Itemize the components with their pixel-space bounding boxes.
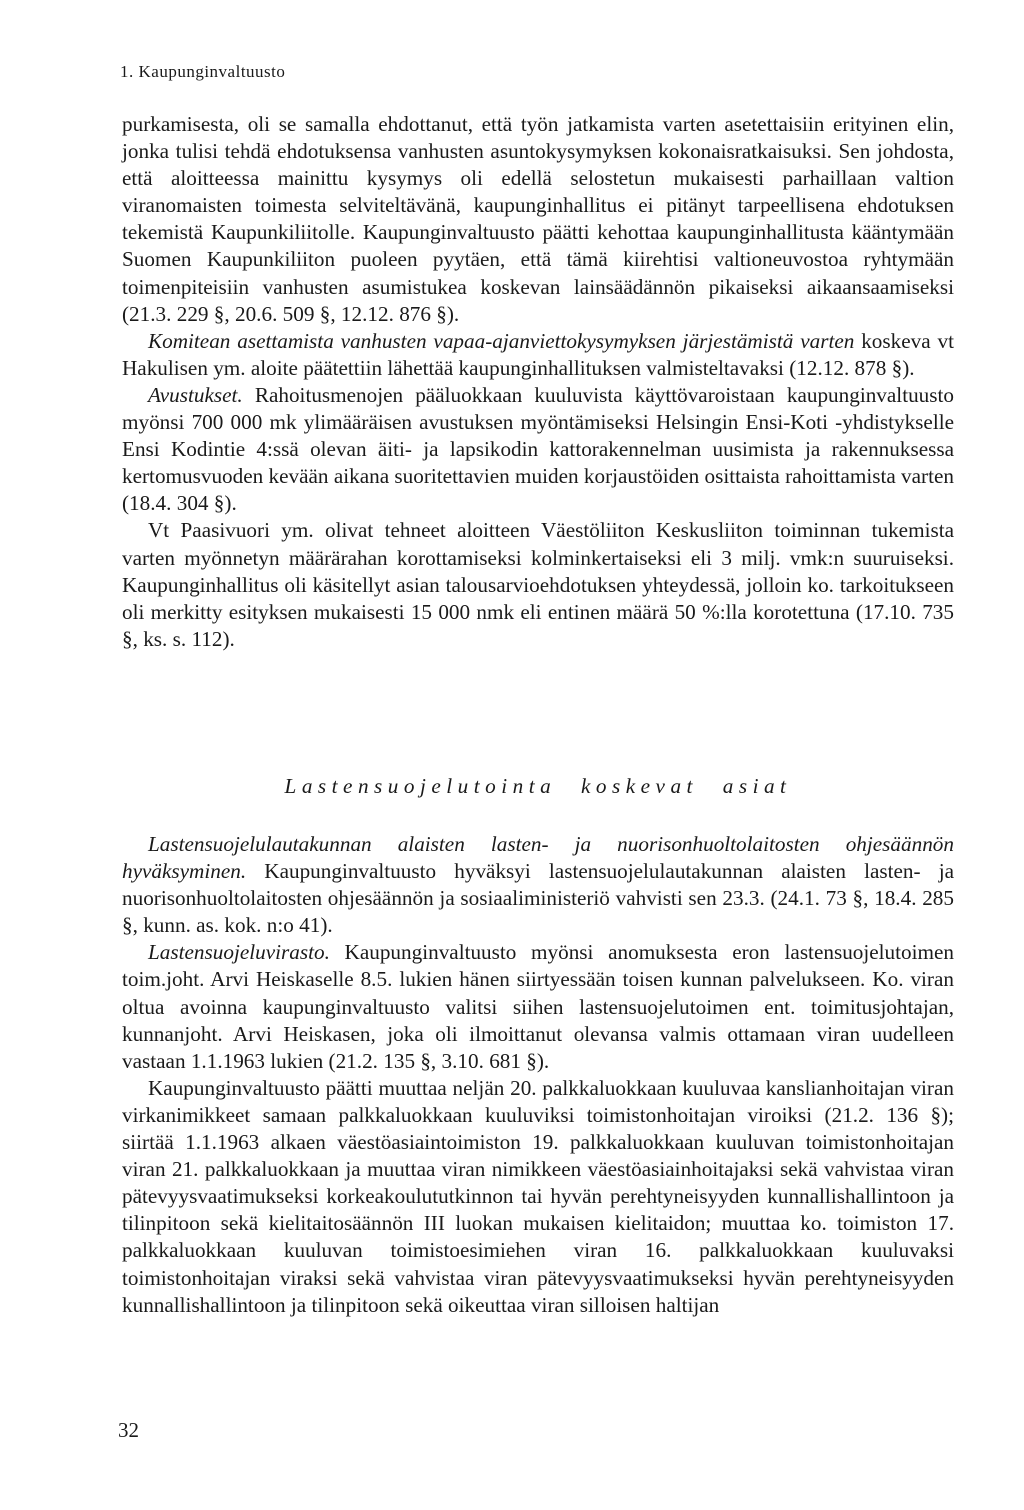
paragraph-komitea-title: Komitean asettamista vanhusten vapaa-ajanviettokysymyksen järjestämistä varten (148, 328, 855, 353)
running-head: 1. Kaupunginvaltuusto (120, 62, 286, 81)
paragraph-lastensuojeluvirasto-body: Kaupunginvaltuusto myönsi anomuksesta eron lastensuojelutoimen toim.joht. Arvi Heiskaselle 8.5. lukien hänen siirtyessään toisen kunnan palvelukseen. Ko. viran oltua avoinna kaupunginvaltuusto valitsi siihen lastensuojelutoimen ent. toimitusjohtajan, kunnanjoht. Arvi Heiskasen, joka oli ilmoittanut olevansa valmis ottamaan viran uudelleen vastaan 1.1.1963 lukien (21.2. 135 §, 3.10. 681 §). (122, 940, 954, 1073)
paragraph-lastensuojeluvirasto-title: Lastensuojeluvirasto. (148, 940, 330, 965)
paragraph-komitea (122, 328, 954, 382)
section-body-bottom (122, 831, 954, 1319)
page-number: 32 (118, 1418, 139, 1442)
paragraph-avustukset-body: Rahoitusmenojen pääluokkaan kuuluvista käyttövaroistaan kaupunginvaltuusto myönsi 700 000 mk ylimääräisen avustuksen myöntämiseksi Helsingin Ensi-Koti -yhdistykselle Ensi Kodintie 4:ssä olevan äiti- ja lapsikodin kattorakennelman uusimista ja rakennuksessa kertomusvuoden kevään aikana suoritettavien muiden korjaustöiden osittaista rahoittamista varten (18.4. 304 §). (122, 382, 954, 516)
paragraph-vanhusten-asunto: purkamisesta, oli se samalla ehdottanut, että työn jatkamista varten asetettaisiin erityinen elin, jonka tulisi tehdä ehdotuksensa vanhusten asuntokysymyksen kokonaisratkaisuksi. Sen johdosta, että aloitteessa mainittu kysymys oli edellä selostetun mukaisesti parhaillaan valtion viranomaisten toimesta selviteltävänä, kaupunginhallitus ei pitänyt tarpeellisena ehdotuksen tekemistä Kaupunkiliitolle. Kaupunginvaltuusto päätti kehottaa kaupunginhallitusta kääntymään Suomen Kaupunkiliiton puoleen pyytäen, että tämä kiirehtisi valtioneuvostoa ryhtymään toimenpiteisiin vanhusten asumistukea koskevan lainsäädännön pikaiseksi aikaansaamiseksi (21.3. 229 §, 20.6. 509 §, 12.12. 876 §). (122, 112, 954, 326)
paragraph-avustukset-title: Avustukset. (148, 382, 243, 407)
section-body-top (122, 111, 954, 653)
paragraph-palkkaluokat: Kaupunginvaltuusto päätti muuttaa neljän 20. palkkaluokkaan kuuluvaa kanslianhoitajan viran virkanimikkeet samaan palkkaluokkaan kuuluviksi toimistonhoitajan viroiksi (21.2. 136 §); siirtää 1.1.1963 alkaen väestöasiaintoimiston 19. palkkaluokkaan kuuluvan toimistonhoitajan viran 21. palkkaluokkaan ja muuttaa viran nimikkeen väestöasiainhoitajaksi sekä vahvistaa viran pätevyysvaatimukseksi korkeakoulututkinnon tai hyvän perehtyneisyyden kunnallishallintoon ja tilinpitoon sekä kielitaitosäännön III luokan mukaisen kielitaidon; muuttaa ko. toimiston 17. palkkaluokkaan kuuluvan toimistoesimiehen viran 16. palkkaluokkaan kuuluvaksi toimistonhoitajan viraksi sekä vahvistaa viran pätevyysvaatimukseksi hyvän perehtyneisyyden kunnallishallintoon ja tilinpitoon sekä oikeuttaa viran silloisen haltijan (122, 1075, 954, 1317)
paragraph-ohjesaanto-body: Kaupunginvaltuusto hyväksyi lastensuojelulautakunnan alaisten lasten- ja nuorisonhuoltolaitosten ohjesäännön ja sosiaaliministeriö vahvisti sen 23.3. (24.1. 73 §, 18.4. 285 §, kunn. as. kok. n:o 41). (122, 859, 954, 938)
paragraph-avustukset (122, 382, 954, 517)
paragraph-komitea-body: koskeva vt Hakulisen ym. aloite päätettiin lähettää kaupunginhallituksen valmisteltavaksi (12.12. 878 §). (122, 328, 954, 380)
paragraph-paasivuori: Vt Paasivuori ym. olivat tehneet aloitteen Väestöliiton Keskusliiton toiminnan tukemista varten myönnetyn määrärahan korottamiseksi kolminkertaiseksi eli 3 milj. vmk:n suuruiseksi. Kaupunginhallitus oli käsitellyt asian talousarvioehdotuksen yhteydessä, jolloin ko. tarkoitukseen oli merkitty esityksen mukaisesti 15 000 nmk eli entinen määrä 50 %:lla korotettuna (17.10. 735 §, ks. s. 112). (122, 518, 954, 651)
paragraph-ohjesaanto-title: Lastensuojelulautakunnan alaisten lasten- ja nuorisonhuoltolaitosten ohjesäännön hyväksyminen. (122, 832, 954, 884)
paragraph-lastensuojeluvirasto (122, 939, 954, 1074)
paragraph-ohjesaanto (122, 831, 954, 939)
section-heading: Lastensuojelutointa koskevat asiat (284, 774, 792, 798)
